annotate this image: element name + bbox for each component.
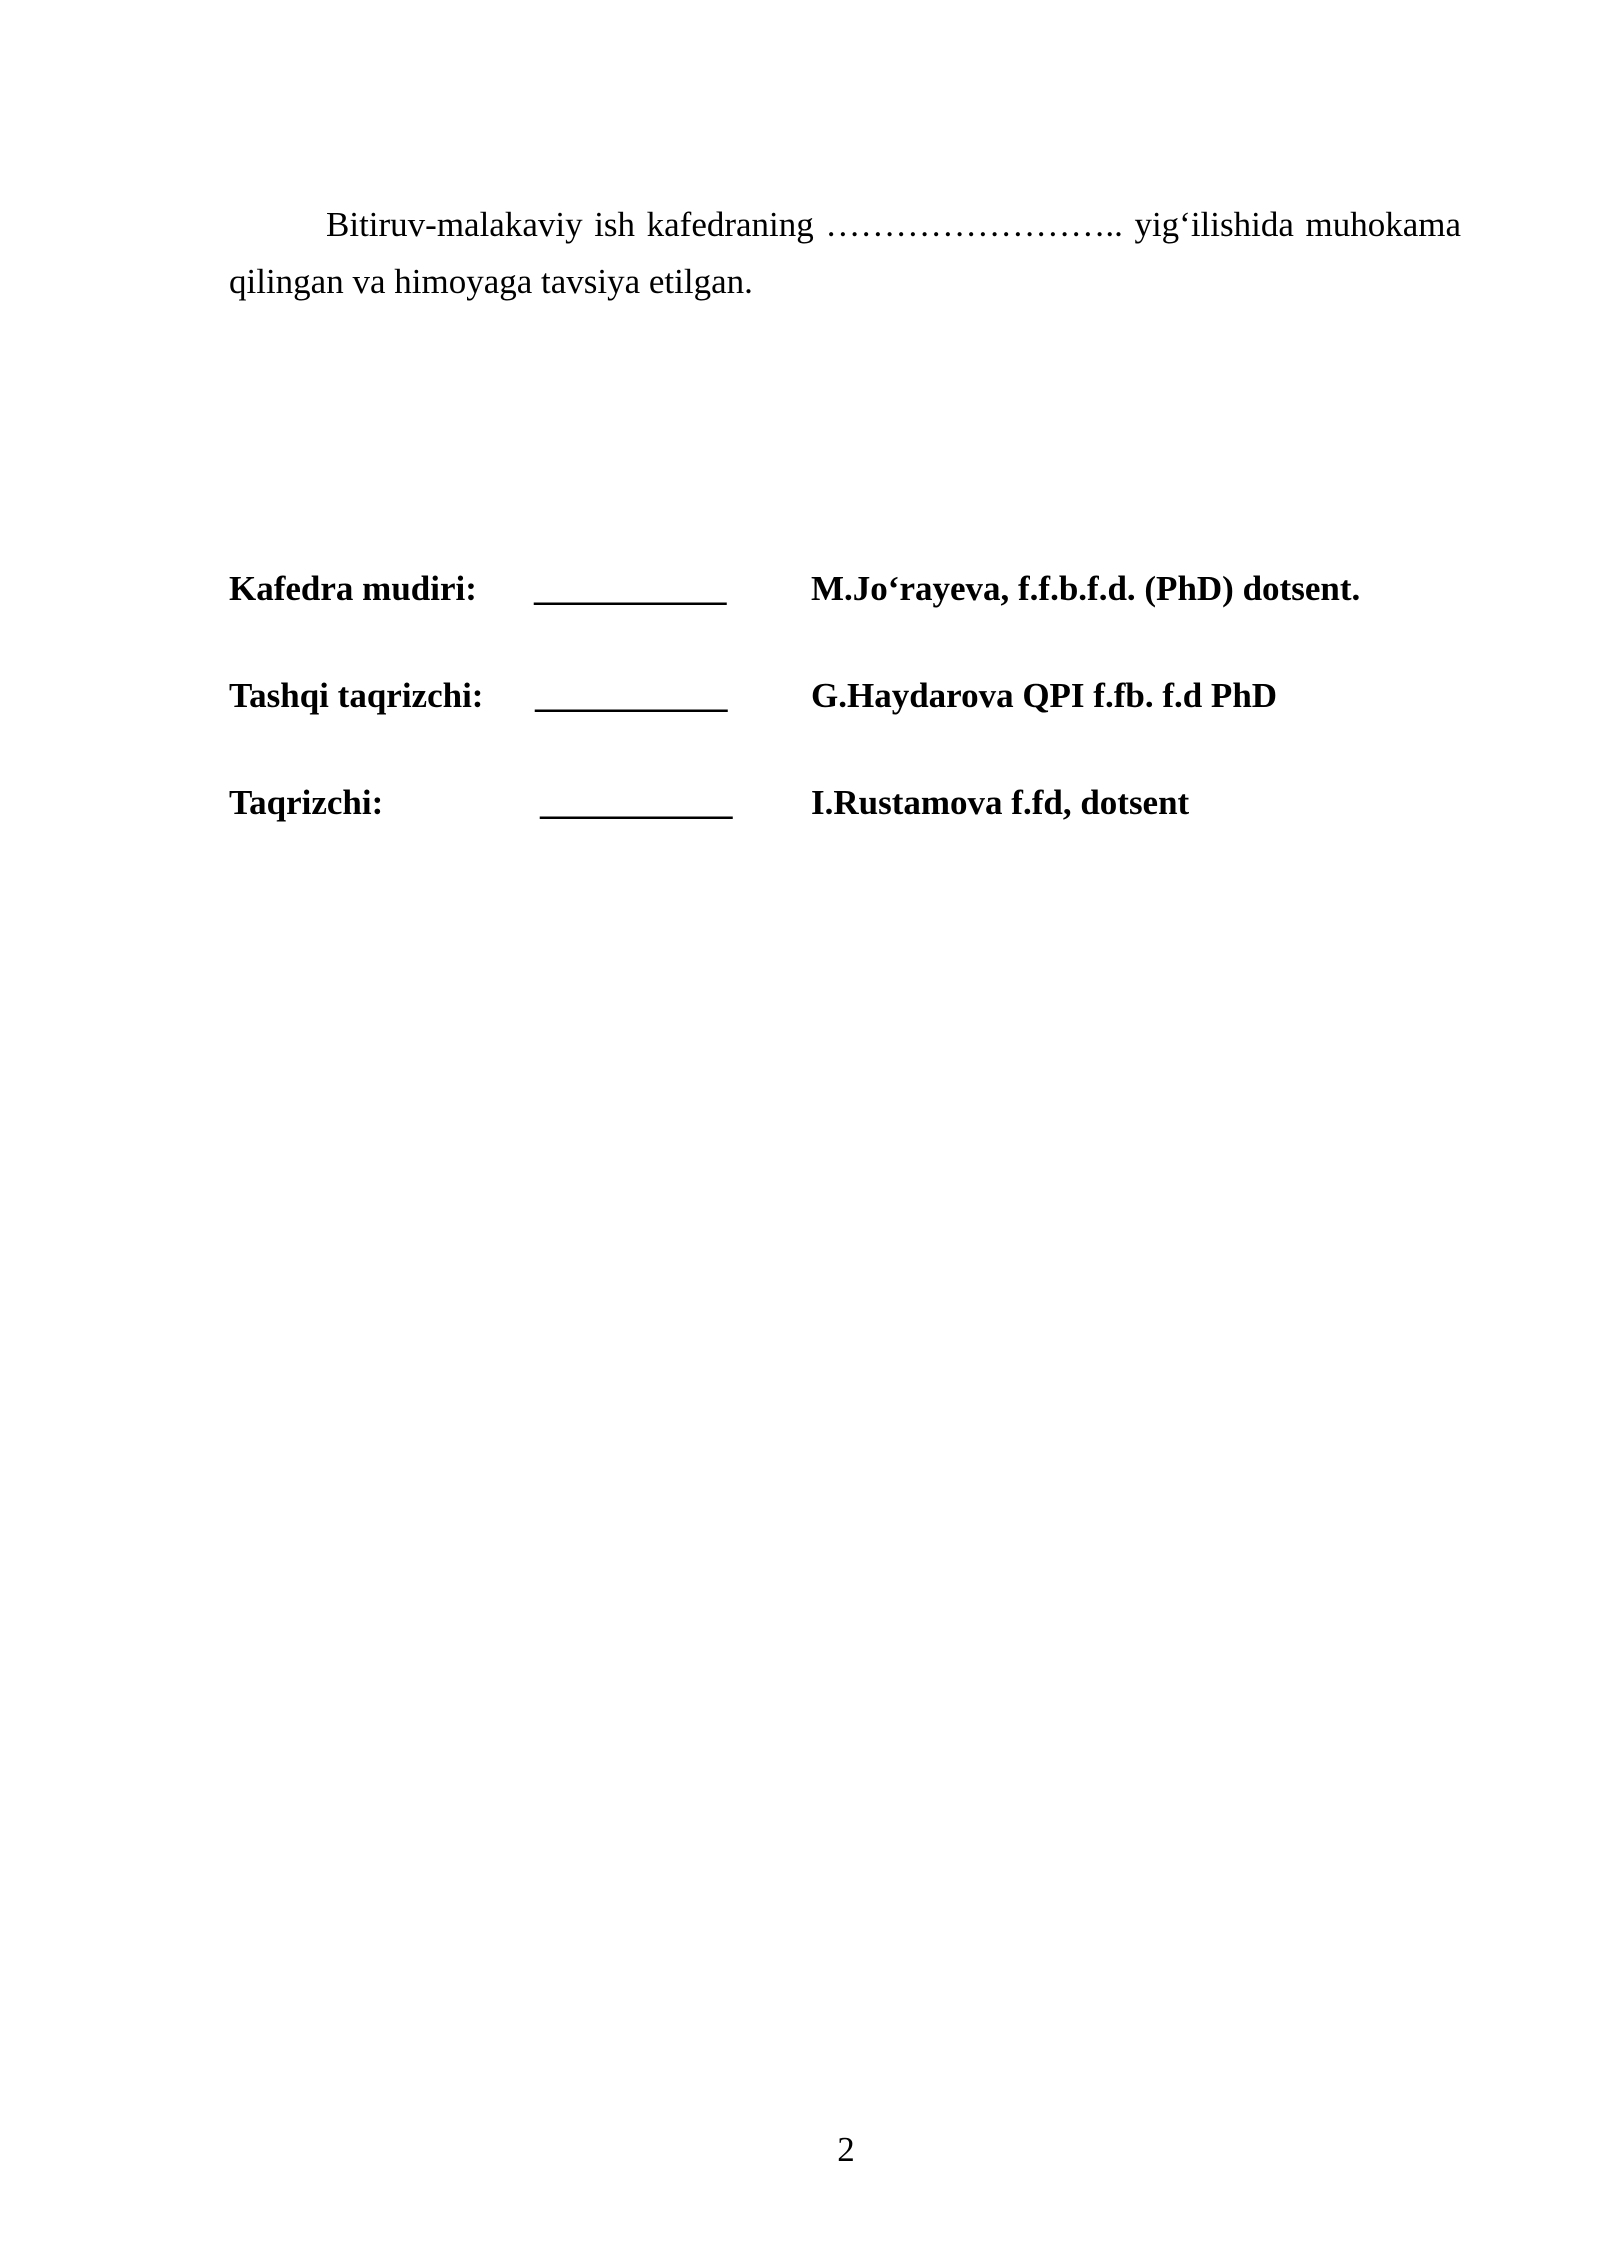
signature-label: Kafedra mudiri:	[229, 569, 477, 608]
approval-paragraph	[229, 196, 1461, 310]
signature-row-department-head	[229, 564, 1479, 614]
signature-row-reviewer	[229, 778, 1479, 828]
signatory-name: I.Rustamova f.fd, dotsent	[811, 783, 1190, 822]
signature-label: Taqrizchi:	[229, 783, 384, 822]
signatory-name: M.Jo‘rayeva, f.f.b.f.d. (PhD) dotsent.	[811, 569, 1361, 608]
signatory-name: G.Haydarova QPI f.fb. f.d PhD	[811, 676, 1278, 715]
signature-label: Tashqi taqrizchi:	[229, 676, 484, 715]
signature-line: ___________	[534, 569, 727, 608]
page-number: 2	[837, 2130, 855, 2169]
signature-line: ___________	[540, 783, 733, 822]
approval-paragraph-text: Bitiruv-malakaviy ish kafedraning …………………….. yig‘ilishida muhokama qilingan va himoyaga tavsiya etilgan.	[229, 205, 1461, 301]
signature-line: ___________	[535, 676, 728, 715]
signature-row-external-reviewer	[229, 671, 1479, 721]
